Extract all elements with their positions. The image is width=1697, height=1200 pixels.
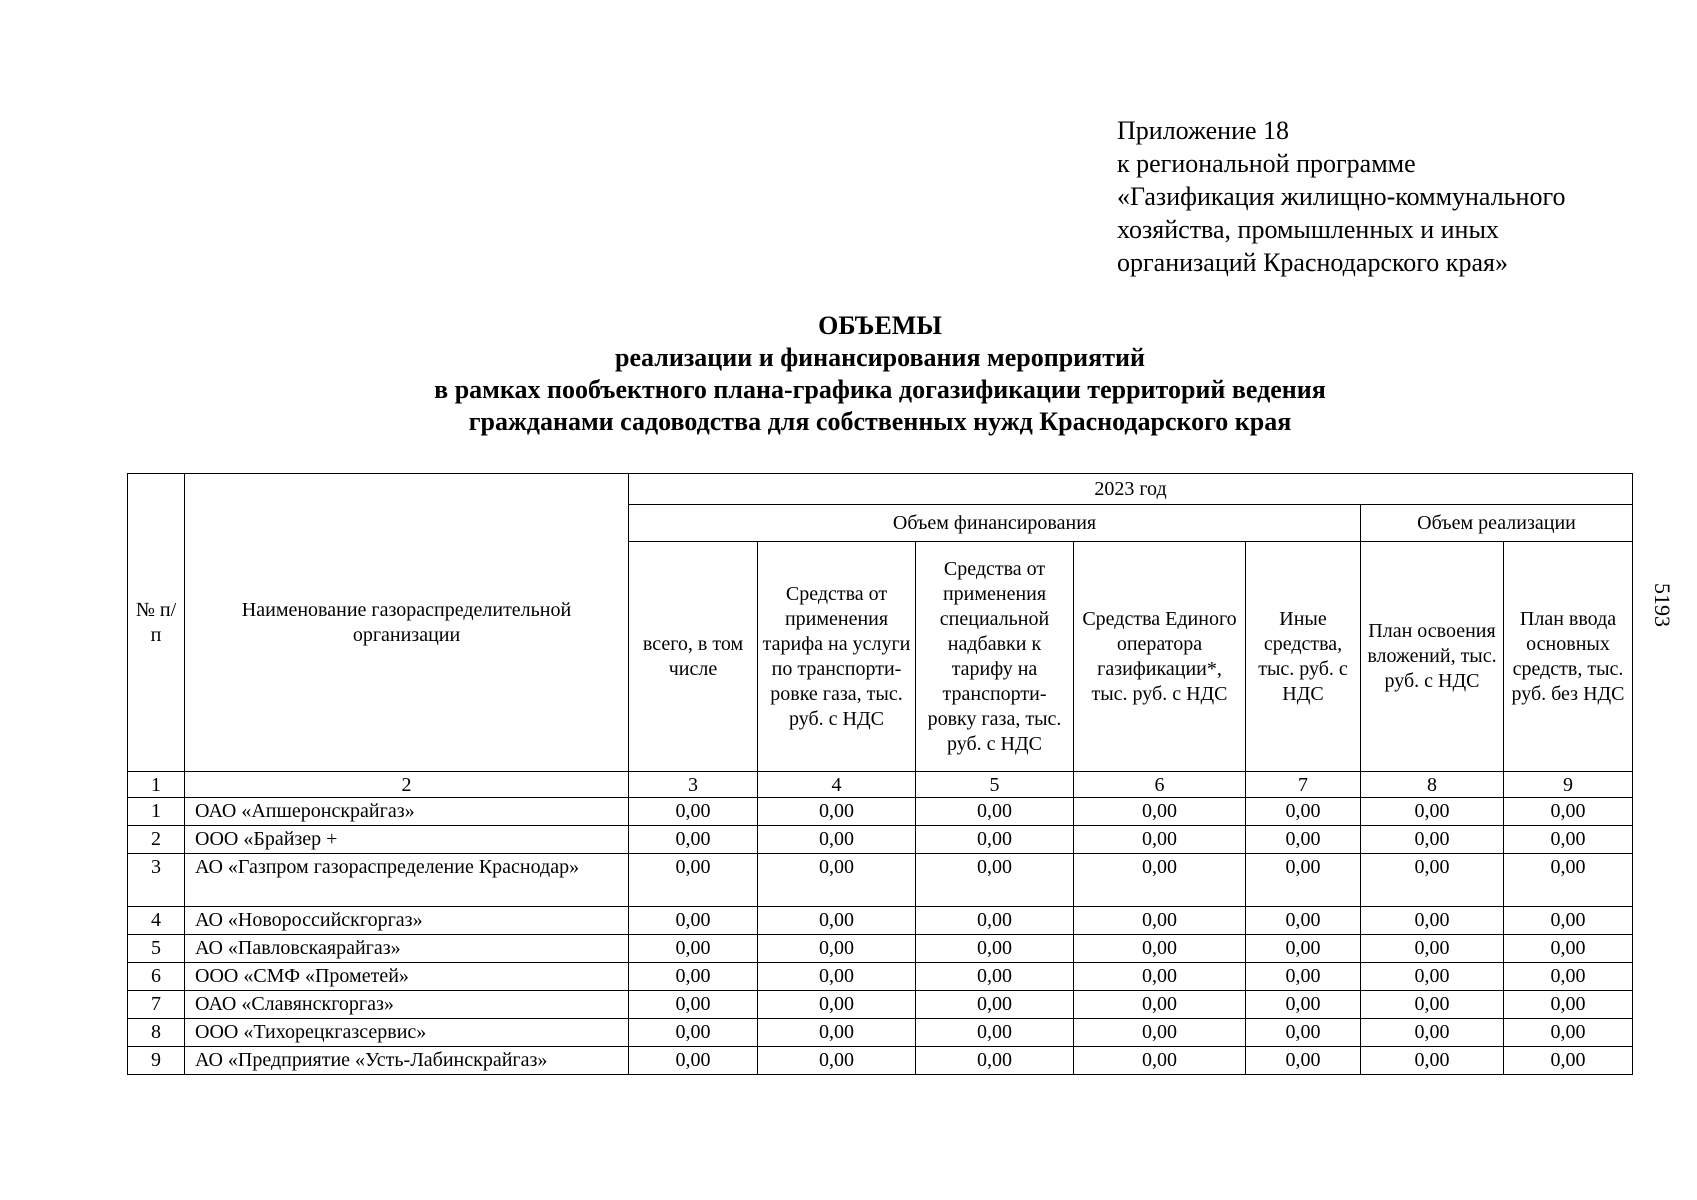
header-col-name: Наименование газораспределительной организации [185,474,629,772]
value-cell: 0,00 [1246,963,1361,991]
header-col-plan-investment: План освоения вложений, тыс. руб. с НДС [1361,542,1504,772]
row-number: 1 [128,798,185,826]
column-index: 4 [758,772,916,798]
value-cell: 0,00 [1246,826,1361,854]
row-number: 6 [128,963,185,991]
appendix-line: «Газификация жилищно-коммунального [1117,182,1566,211]
value-cell: 0,00 [758,798,916,826]
organization-name: АО «Павловскаярайгаз» [185,935,629,963]
column-index: 3 [629,772,758,798]
value-cell: 0,00 [1074,991,1246,1019]
value-cell: 0,00 [1246,907,1361,935]
value-cell: 0,00 [1074,907,1246,935]
column-index-row [128,772,1633,798]
value-cell: 0,00 [1504,1047,1633,1075]
header-col-other: Иные средства, тыс. руб. с НДС [1246,542,1361,772]
value-cell: 0,00 [1504,935,1633,963]
value-cell: 0,00 [758,935,916,963]
table-row [128,826,1633,854]
column-index: 6 [1074,772,1246,798]
title-line: в рамках пообъектного плана-графика догазификации территорий ведения [434,375,1326,404]
value-cell: 0,00 [758,854,916,907]
value-cell: 0,00 [916,991,1074,1019]
header-col-no: № п/п [128,474,185,772]
value-cell: 0,00 [1246,991,1361,1019]
value-cell: 0,00 [1504,1019,1633,1047]
value-cell: 0,00 [1361,826,1504,854]
value-cell: 0,00 [1246,935,1361,963]
appendix-note [1117,114,1565,279]
value-cell: 0,00 [758,1047,916,1075]
value-cell: 0,00 [916,935,1074,963]
organization-name: АО «Предприятие «Усть-Лабинскрайгаз» [185,1047,629,1075]
value-cell: 0,00 [629,854,758,907]
organization-name: ОАО «Апшеронскрайгаз» [185,798,629,826]
organization-name: АО «Газпром газораспределение Краснодар» [185,854,629,907]
appendix-line: к региональной программе [1117,149,1416,178]
value-cell: 0,00 [1246,854,1361,907]
table-row [128,1019,1633,1047]
value-cell: 0,00 [916,826,1074,854]
header-financing-group: Объем финансирования [629,505,1361,542]
value-cell: 0,00 [1361,798,1504,826]
value-cell: 0,00 [1504,963,1633,991]
header-col-total: всего, в том числе [629,542,758,772]
value-cell: 0,00 [916,1047,1074,1075]
appendix-line: Приложение 18 [1117,116,1290,145]
header-realization-group: Объем реализации [1361,505,1633,542]
value-cell: 0,00 [1074,963,1246,991]
value-cell: 0,00 [1361,963,1504,991]
value-cell: 0,00 [629,1019,758,1047]
title-line: гражданами садоводства для собственных нужд Краснодарского края [468,407,1292,436]
value-cell: 0,00 [1246,798,1361,826]
value-cell: 0,00 [1504,991,1633,1019]
organization-name: ООО «Тихорецкгазсервис» [185,1019,629,1047]
header-col-plan-assets: План ввода основных средств, тыс. руб. без НДС [1504,542,1633,772]
header-year: 2023 год [629,474,1633,505]
table-row [128,1047,1633,1075]
row-number: 2 [128,826,185,854]
value-cell: 0,00 [629,1047,758,1075]
value-cell: 0,00 [758,963,916,991]
value-cell: 0,00 [1246,1019,1361,1047]
value-cell: 0,00 [1074,935,1246,963]
value-cell: 0,00 [758,826,916,854]
value-cell: 0,00 [629,907,758,935]
value-cell: 0,00 [1074,798,1246,826]
value-cell: 0,00 [1361,907,1504,935]
value-cell: 0,00 [629,991,758,1019]
organization-name: АО «Новороссийскгоргаз» [185,907,629,935]
value-cell: 0,00 [629,963,758,991]
financing-table [127,473,1633,1075]
value-cell: 0,00 [629,935,758,963]
header-col-surcharge: Средства от применения специальной надбавки к тарифу на транспорти-ровку газа, тыс. руб. с НДС [916,542,1074,772]
value-cell: 0,00 [1361,991,1504,1019]
row-number: 9 [128,1047,185,1075]
appendix-line: хозяйства, промышленных и иных [1117,215,1499,244]
value-cell: 0,00 [1361,1047,1504,1075]
value-cell: 0,00 [1074,826,1246,854]
column-index: 2 [185,772,629,798]
value-cell: 0,00 [1246,1047,1361,1075]
value-cell: 0,00 [758,1019,916,1047]
value-cell: 0,00 [1074,1047,1246,1075]
table-row [128,854,1633,907]
column-index: 9 [1504,772,1633,798]
column-index: 7 [1246,772,1361,798]
column-index: 5 [916,772,1074,798]
value-cell: 0,00 [916,854,1074,907]
value-cell: 0,00 [916,963,1074,991]
table-row [128,963,1633,991]
header-col-tariff: Средства от применения тарифа на услуги по транспорти-ровке газа, тыс. руб. с НДС [758,542,916,772]
value-cell: 0,00 [916,798,1074,826]
value-cell: 0,00 [629,798,758,826]
value-cell: 0,00 [1361,935,1504,963]
title-line: реализации и финансирования мероприятий [615,343,1145,372]
row-number: 7 [128,991,185,1019]
value-cell: 0,00 [916,1019,1074,1047]
table-row [128,935,1633,963]
value-cell: 0,00 [1361,854,1504,907]
table-row [128,907,1633,935]
row-number: 3 [128,854,185,907]
value-cell: 0,00 [916,907,1074,935]
value-cell: 0,00 [629,826,758,854]
row-number: 4 [128,907,185,935]
organization-name: ООО «СМФ «Прометей» [185,963,629,991]
table-row [128,991,1633,1019]
table-row [128,798,1633,826]
column-index: 1 [128,772,185,798]
value-cell: 0,00 [1504,826,1633,854]
header-col-operator: Средства Единого оператора газификации*, тыс. руб. с НДС [1074,542,1246,772]
organization-name: ОАО «Славянскгоргаз» [185,991,629,1019]
value-cell: 0,00 [1504,798,1633,826]
value-cell: 0,00 [1504,854,1633,907]
value-cell: 0,00 [1361,1019,1504,1047]
value-cell: 0,00 [1074,854,1246,907]
title-line: ОБЪЕМЫ [818,311,942,340]
page-number: 5193 [1650,583,1675,627]
column-index: 8 [1361,772,1504,798]
row-number: 8 [128,1019,185,1047]
value-cell: 0,00 [1074,1019,1246,1047]
value-cell: 0,00 [758,907,916,935]
organization-name: ООО «Брайзер + [185,826,629,854]
value-cell: 0,00 [1504,907,1633,935]
row-number: 5 [128,935,185,963]
value-cell: 0,00 [758,991,916,1019]
document-title [0,310,1697,438]
appendix-line: организаций Краснодарского края» [1117,248,1508,277]
